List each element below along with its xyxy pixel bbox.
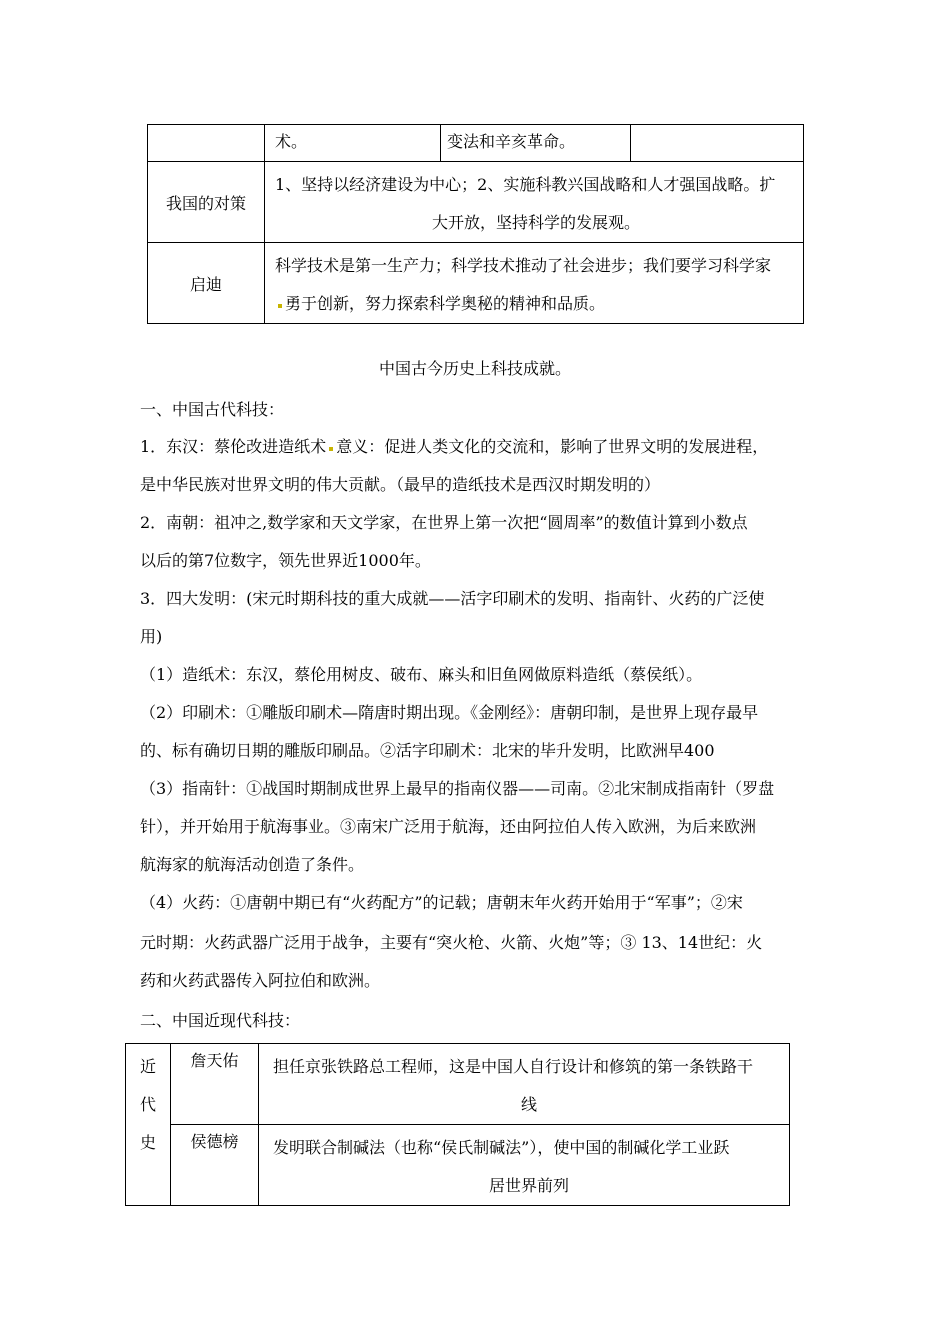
top-table-cell-empty	[148, 125, 265, 162]
paragraph-3-cont: 用)	[140, 627, 163, 646]
marker-dot	[278, 304, 282, 308]
scientist-achievement: 发明联合制碱法（也称“侯氏制碱法”），使中国的制碱化学工业跃 居世界前列	[259, 1125, 790, 1206]
paragraph-gunpowder: （4）火药：①唐朝中期已有“火药配方”的记载；唐朝末年火药开始用于“军事”；②宋	[140, 893, 743, 912]
scientist-name: 侯德榜	[171, 1125, 259, 1206]
inspiration-text: 科学技术是第一生产力；科学技术推动了社会进步；我们要学习科学家 勇于创新，努力探索科学奥秘的精神和品质。	[265, 243, 804, 324]
top-table-cell-3	[631, 125, 804, 162]
paragraph-2-cont: 以后的第7位数字，领先世界近1000年。	[140, 551, 431, 570]
paragraph-1: 1．东汉：蔡伦改进造纸术 意义：促进人类文化的交流和，影响了世界文明的发展进程，	[140, 437, 769, 456]
countermeasures-text: 1、坚持以经济建设为中心；2、实施科教兴国战略和人才强国战略。扩 大开放，坚持科学的发展观。	[265, 162, 804, 243]
paragraph-3: 3．四大发明：(宋元时期科技的重大成就——活字印刷术的发明、指南针、火药的广泛使	[140, 589, 765, 608]
paragraph-printing-cont: 的、标有确切日期的雕版印刷品。②活字印刷术：北宋的毕升发明，比欧洲早400	[140, 741, 715, 760]
top-table-cell-1: 术。	[265, 125, 441, 162]
marker-dot	[329, 447, 333, 451]
paragraph-gunpowder-cont2: 药和火药武器传入阿拉伯和欧洲。	[140, 971, 381, 990]
section-ancient-title: 一、中国古代科技：	[140, 400, 285, 419]
top-table	[147, 124, 804, 324]
paragraph-2: 2．南朝：祖冲之,数学家和天文学家，在世界上第一次把“圆周率”的数值计算到小数点	[140, 513, 748, 532]
top-table-cell-2: 变法和辛亥革命。	[441, 125, 631, 162]
modern-table	[125, 1043, 790, 1206]
paragraph-gunpowder-cont1: 元时期：火药武器广泛用于战争，主要有“突火枪、火箭、火炮”等；③ 13、14世纪：火	[140, 933, 763, 952]
section-modern-title: 二、中国近现代科技：	[140, 1011, 301, 1030]
row-label-inspiration: 启迪	[148, 243, 265, 324]
row-label-countermeasures: 我国的对策	[148, 162, 265, 243]
section-heading: 中国古今历史上科技成就。	[378, 359, 571, 378]
paragraph-compass: （3）指南针：①战国时期制成世界上最早的指南仪器——司南。②北宋制成指南针（罗盘	[140, 779, 775, 798]
paragraph-papermaking: （1）造纸术：东汉，蔡伦用树皮、破布、麻头和旧鱼网做原料造纸（蔡侯纸）。	[140, 665, 703, 684]
paragraph-1-cont: 是中华民族对世界文明的伟大贡献。（最早的造纸技术是西汉时期发明的）	[140, 475, 661, 494]
period-cell: 近 代 史	[126, 1044, 171, 1206]
scientist-achievement: 担任京张铁路总工程师，这是中国人自行设计和修筑的第一条铁路干 线	[259, 1044, 790, 1125]
paragraph-compass-cont2: 航海家的航海活动创造了条件。	[140, 855, 365, 874]
paragraph-compass-cont1: 针），并开始用于航海事业。③南宋广泛用于航海，还由阿拉伯人传入欧洲，为后来欧洲	[140, 817, 757, 836]
scientist-name: 詹天佑	[171, 1044, 259, 1125]
paragraph-printing: （2）印刷术：①雕版印刷术—隋唐时期出现。《金刚经》：唐朝印制，是世界上现存最早	[140, 703, 759, 722]
